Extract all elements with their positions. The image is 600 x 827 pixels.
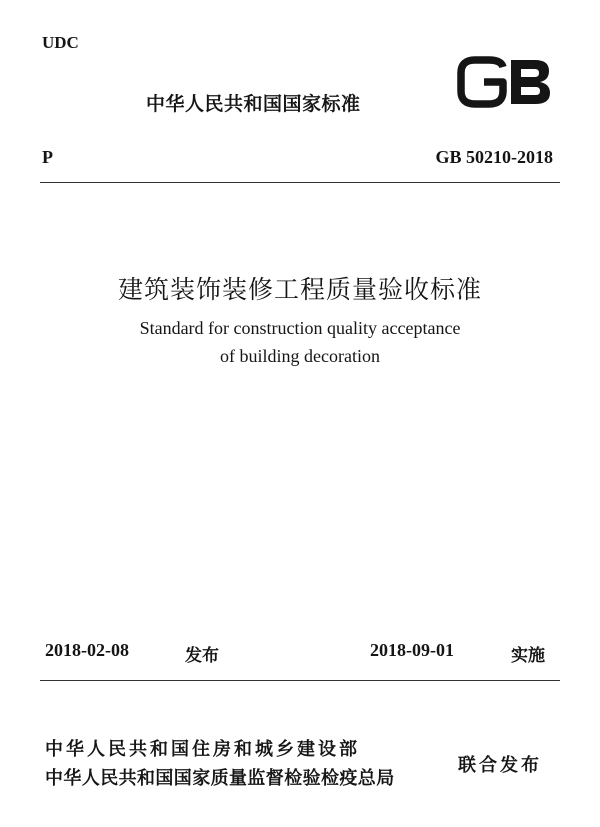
title-chinese: 建筑装饰装修工程质量验收标准	[117, 275, 482, 304]
gb-logo	[455, 55, 555, 109]
classification-code: P	[42, 147, 53, 167]
udc-label: UDC	[42, 33, 79, 52]
footer-divider	[40, 680, 560, 681]
national-standard-heading: 中华人民共和国国家标准	[146, 93, 361, 115]
issue-label: 发布	[185, 646, 219, 666]
header-divider	[40, 182, 560, 183]
publisher-line2: 中华人民共和国国家质量监督检验检疫总局	[45, 768, 395, 789]
title-english-line2: of building decoration	[220, 346, 380, 366]
title-english-line1: Standard for construction quality acceptance	[139, 318, 461, 338]
publisher-line1: 中华人民共和国住房和城乡建设部	[45, 739, 360, 760]
issue-date: 2018-02-08	[45, 640, 129, 660]
implementation-label: 实施	[511, 646, 545, 666]
standard-number: GB 50210-2018	[435, 147, 553, 167]
joint-publish-label: 联合发布	[458, 755, 542, 776]
implementation-date: 2018-09-01	[370, 640, 454, 660]
